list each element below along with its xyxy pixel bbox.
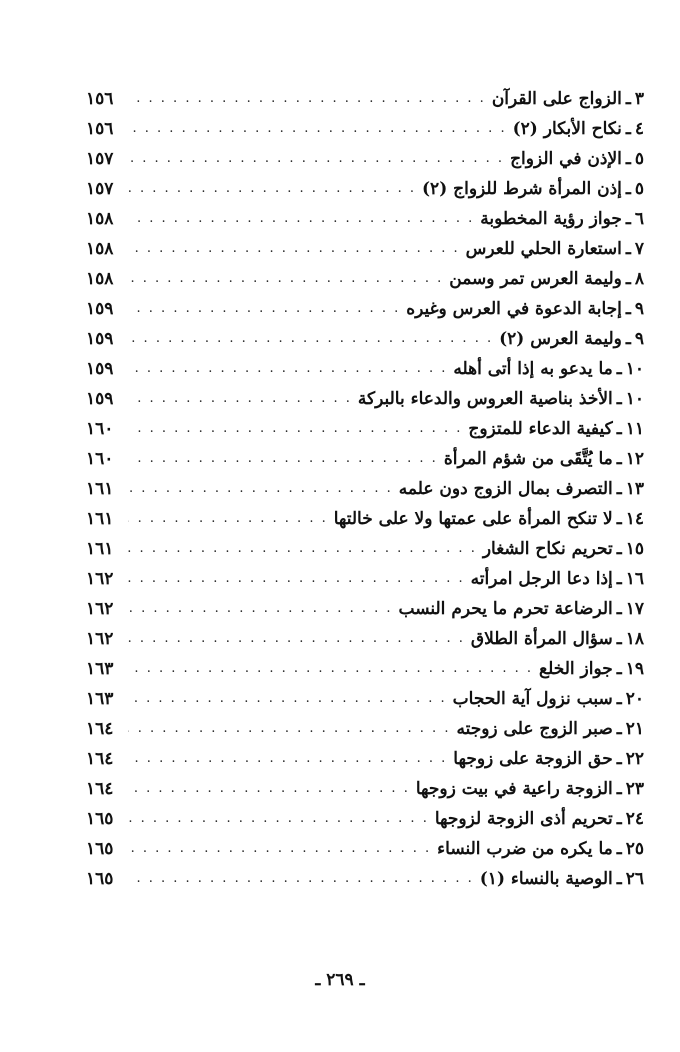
entry-separator: ـ [625,179,631,199]
entry-number: ٧ [634,239,644,259]
entry-page-number: ١٥٨ [86,269,114,289]
entry-page-number: ١٥٩ [86,299,114,319]
entry-page-number: ١٦٠ [86,449,114,469]
dot-leader [128,804,429,834]
page-number: ـ ٢٦٩ ـ [315,970,365,990]
toc-entry [86,624,644,654]
entry-title: ما يُتَّقَى من شؤم المرأة [443,449,613,469]
entry-separator: ـ [616,689,622,709]
toc-entry [86,804,644,834]
entry-title: سبب نزول آية الحجاب [452,689,613,709]
entry-page-number: ١٦٤ [86,749,114,769]
dot-leader [128,354,447,384]
entry-number: ١٤ [625,509,644,529]
entry-title: نكاح الأبكار (٢) [512,119,622,139]
entry-separator: ـ [616,839,622,859]
entry-separator: ـ [625,329,631,349]
entry-separator: ـ [616,749,622,769]
toc-entry [86,84,644,114]
entry-page-number: ١٦١ [86,479,114,499]
toc-entry [86,714,644,744]
dot-leader [128,474,393,504]
entry-separator: ـ [616,599,622,619]
dot-leader [128,654,533,684]
entry-separator: ـ [616,809,622,829]
entry-page-number: ١٦٤ [86,779,114,799]
dot-leader [128,534,477,564]
entry-title: الإذن في الزواج [510,149,622,169]
entry-number: ٢٠ [625,689,644,709]
entry-number: ٩ [634,299,644,319]
toc-entry [86,504,644,534]
entry-number: ٢٣ [625,779,644,799]
entry-number: ١٦ [625,569,644,589]
dot-leader [128,84,486,114]
entry-page-number: ١٥٩ [86,329,114,349]
entry-separator: ـ [616,509,622,529]
dot-leader [128,414,462,444]
toc-entry [86,864,644,894]
entry-separator: ـ [616,659,622,679]
entry-number: ٢٥ [625,839,644,859]
entry-title: الزواج على القرآن [491,89,622,109]
entry-page-number: ١٦٢ [86,599,114,619]
entry-title: الأخذ بناصية العروس والدعاء بالبركة [357,389,613,409]
entry-separator: ـ [616,539,622,559]
entry-separator: ـ [616,629,622,649]
toc-entry [86,264,644,294]
toc-entry [86,354,644,384]
dot-leader [128,624,465,654]
entry-number: ١٩ [625,659,644,679]
entry-separator: ـ [616,569,622,589]
toc-entry [86,444,644,474]
toc-entry [86,294,644,324]
entry-title: ما يكره من ضرب النساء [437,839,613,859]
toc-entry [86,564,644,594]
entry-number: ٢١ [625,719,644,739]
entry-page-number: ١٥٧ [86,149,114,169]
entry-title: تحريم نكاح الشغار [482,539,613,559]
toc-entry [86,834,644,864]
entry-page-number: ١٦٥ [86,809,114,829]
dot-leader [128,264,443,294]
dot-leader [128,174,416,204]
entry-separator: ـ [616,359,622,379]
toc-entry [86,744,644,774]
toc-entry [86,474,644,504]
dot-leader [128,384,352,414]
entry-title: صبر الزوج على زوجته [456,719,613,739]
entry-number: ٥ [634,149,644,169]
entry-title: التصرف بمال الزوج دون علمه [398,479,613,499]
toc-entry [86,234,644,264]
entry-page-number: ١٥٩ [86,359,114,379]
entry-number: ١٠ [625,359,644,379]
entry-number: ٩ [634,329,644,349]
toc-entry [86,594,644,624]
entry-title: ما يدعو به إذا أتى أهله [453,359,613,379]
entry-title: الزوجة راعية في بيت زوجها [415,779,613,799]
entry-separator: ـ [616,869,622,889]
entry-title: إذا دعا الرجل امرأته [470,569,613,589]
entry-separator: ـ [625,149,631,169]
entry-number: ١٥ [625,539,644,559]
toc-entry [86,774,644,804]
entry-page-number: ١٥٦ [86,119,114,139]
entry-number: ١٢ [625,449,644,469]
dot-leader [128,444,438,474]
toc-entry [86,414,644,444]
entry-number: ٢٦ [625,869,644,889]
entry-page-number: ١٦٣ [86,689,114,709]
entry-page-number: ١٦٥ [86,869,114,889]
entry-separator: ـ [616,479,622,499]
entry-separator: ـ [625,119,631,139]
entry-page-number: ١٥٧ [86,179,114,199]
entry-number: ٢٢ [625,749,644,769]
entry-title: جواز رؤية المخطوبة [480,209,622,229]
entry-page-number: ١٦٣ [86,659,114,679]
entry-title: وليمة العرس (٢) [499,329,622,349]
entry-number: ٤ [634,119,644,139]
entry-separator: ـ [625,209,631,229]
entry-separator: ـ [625,89,631,109]
toc-entry [86,384,644,414]
entry-number: ١٧ [625,599,644,619]
entry-page-number: ١٦٢ [86,569,114,589]
entry-number: ٣ [634,89,644,109]
dot-leader [128,864,474,894]
dot-leader [128,594,393,624]
table-of-contents [86,84,644,894]
dot-leader [128,234,460,264]
entry-separator: ـ [616,389,622,409]
entry-number: ١١ [625,419,644,439]
entry-title: كيفية الدعاء للمتزوج [468,419,613,439]
dot-leader [128,324,493,354]
entry-number: ٥ [634,179,644,199]
entry-page-number: ١٥٨ [86,239,114,259]
dot-leader [128,564,465,594]
entry-page-number: ١٥٩ [86,389,114,409]
entry-page-number: ١٦٥ [86,839,114,859]
entry-number: ١٣ [625,479,644,499]
toc-entry [86,114,644,144]
dot-leader [128,744,447,774]
toc-entry [86,654,644,684]
toc-entry [86,144,644,174]
entry-separator: ـ [616,419,622,439]
entry-title: الرضاعة تحرم ما يحرم النسب [398,599,613,619]
dot-leader [128,834,431,864]
entry-title: إجابة الدعوة في العرس وغيره [406,299,622,319]
entry-page-number: ١٦٤ [86,719,114,739]
toc-entry [86,174,644,204]
entry-number: ٢٤ [625,809,644,829]
entry-page-number: ١٦٢ [86,629,114,649]
entry-number: ٨ [634,269,644,289]
entry-title: استعارة الحلي للعرس [465,239,622,259]
entry-title: سؤال المرأة الطلاق [470,629,613,649]
entry-page-number: ١٥٨ [86,209,114,229]
dot-leader [128,714,450,744]
entry-page-number: ١٦١ [86,539,114,559]
toc-entry [86,324,644,354]
toc-entry [86,684,644,714]
dot-leader [128,204,474,234]
entry-title: إذن المرأة شرط للزواج (٢) [422,179,622,199]
entry-separator: ـ [625,239,631,259]
toc-entry [86,534,644,564]
entry-page-number: ١٥٦ [86,89,114,109]
entry-page-number: ١٦١ [86,509,114,529]
entry-separator: ـ [616,719,622,739]
dot-leader [128,774,410,804]
entry-title: وليمة العرس تمر وسمن [449,269,622,289]
entry-separator: ـ [625,269,631,289]
dot-leader [128,294,400,324]
entry-separator: ـ [616,779,622,799]
entry-number: ٦ [634,209,644,229]
entry-number: ١٨ [625,629,644,649]
entry-title: لا تنكح المرأة على عمتها ولا على خالتها [333,509,613,529]
entry-separator: ـ [616,449,622,469]
dot-leader [128,114,507,144]
entry-title: حق الزوجة على زوجها [453,749,613,769]
entry-title: الوصية بالنساء (١) [479,869,613,889]
entry-separator: ـ [625,299,631,319]
entry-number: ١٠ [625,389,644,409]
entry-page-number: ١٦٠ [86,419,114,439]
dot-leader [128,144,504,174]
entry-title: تحريم أذى الزوجة لزوجها [434,809,613,829]
entry-title: جواز الخلع [539,659,613,679]
dot-leader [128,504,328,534]
toc-entry [86,204,644,234]
dot-leader [128,684,447,714]
